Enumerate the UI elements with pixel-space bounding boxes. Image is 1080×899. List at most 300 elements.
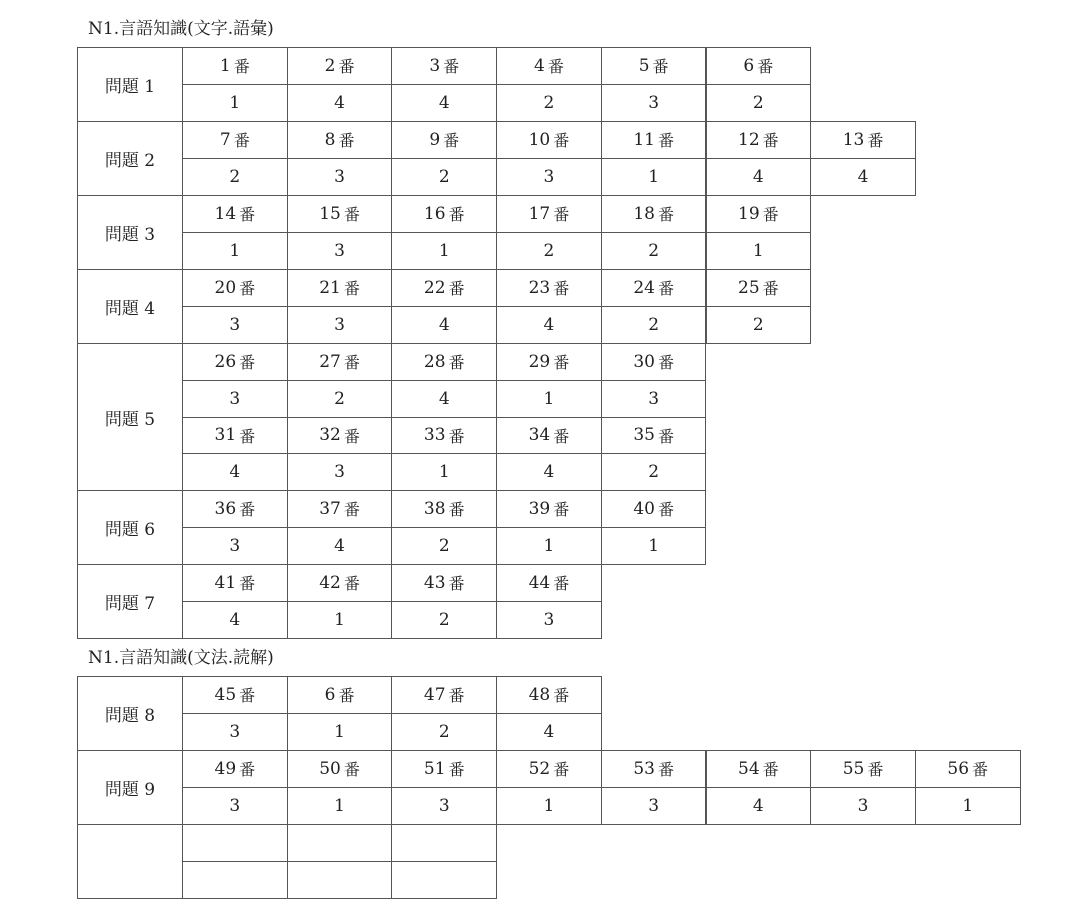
- answer-value: 3: [334, 314, 345, 335]
- item-number-cell: [287, 47, 393, 85]
- answer-cell: [391, 84, 497, 122]
- item-number: 6: [324, 684, 336, 705]
- answer-value: 1: [438, 462, 450, 483]
- answer-value: 1: [962, 795, 974, 816]
- answer-cell: [287, 453, 393, 491]
- answer-value: 3: [229, 721, 241, 742]
- answer-cell: [287, 861, 393, 899]
- answer-value: 1: [648, 535, 660, 556]
- question-label: [77, 269, 183, 344]
- answer-value: 2: [543, 92, 555, 113]
- answer-value: 4: [334, 92, 345, 113]
- item-number-cell: [496, 121, 602, 159]
- answer-value: 4: [438, 92, 450, 113]
- question-label: [77, 750, 183, 825]
- item-number-suffix: 番: [443, 57, 460, 77]
- item-number: 21: [319, 277, 341, 298]
- answer-value: 4: [438, 388, 450, 409]
- item-number-suffix: 番: [448, 205, 465, 225]
- item-number-suffix: 番: [239, 205, 256, 225]
- item-number-suffix: 番: [338, 57, 355, 77]
- answer-value: 1: [334, 721, 345, 742]
- item-number-cell: [287, 676, 393, 714]
- answer-value: 1: [648, 166, 660, 187]
- answer-cell: [391, 453, 497, 491]
- item-number-suffix: 番: [657, 279, 674, 299]
- item-number: 31: [214, 425, 237, 446]
- item-number-cell: [915, 750, 1021, 788]
- item-number: 53: [633, 758, 655, 779]
- answer-cell: [182, 861, 288, 899]
- answer-cell: [496, 713, 602, 751]
- item-number-cell: [496, 47, 602, 85]
- item-number-cell: [601, 269, 707, 307]
- item-number-suffix: 番: [239, 353, 256, 373]
- item-number: 56: [947, 758, 970, 779]
- item-number: 25: [738, 277, 760, 298]
- answer-cell: [391, 787, 497, 825]
- answer-cell: [391, 232, 497, 270]
- item-number-cell: [182, 121, 288, 159]
- item-number: 34: [528, 425, 551, 446]
- item-number-cell: [287, 195, 393, 233]
- item-number: 20: [214, 277, 237, 298]
- item-number-suffix: 番: [553, 205, 570, 225]
- answer-value: 3: [543, 609, 555, 630]
- item-number: 41: [214, 572, 237, 593]
- item-number-cell: [182, 750, 288, 788]
- item-number: 7: [219, 129, 231, 150]
- item-number-suffix: 番: [239, 686, 256, 706]
- answer-cell: [810, 787, 916, 825]
- answer-cell: [287, 601, 393, 639]
- item-number: 28: [423, 351, 446, 372]
- answer-value: 2: [648, 240, 660, 261]
- question-label-text: 問題 6: [104, 519, 156, 540]
- answer-cell: [601, 84, 707, 122]
- item-number: 40: [633, 498, 655, 519]
- item-number-cell: [601, 47, 707, 85]
- answer-cell: [182, 713, 288, 751]
- item-number-cell: [706, 195, 812, 233]
- answer-cell: [287, 527, 393, 565]
- item-number: 4: [534, 55, 545, 76]
- item-number-cell: [391, 269, 497, 307]
- item-number-cell: [496, 750, 602, 788]
- item-number-suffix: 番: [239, 760, 256, 780]
- item-number-cell: [391, 490, 497, 528]
- item-number: 30: [633, 351, 655, 372]
- item-number: 22: [423, 277, 446, 298]
- item-number-cell: [601, 195, 707, 233]
- question-label-text: 問題 4: [104, 298, 156, 319]
- answer-cell: [182, 158, 288, 196]
- answer-value: 2: [438, 721, 450, 742]
- item-number-suffix: 番: [448, 426, 465, 446]
- answer-value: 2: [648, 462, 660, 483]
- item-number-suffix: 番: [762, 760, 779, 780]
- item-number-suffix: 番: [547, 57, 564, 77]
- item-number-cell: [496, 195, 602, 233]
- item-number: 1: [219, 55, 231, 76]
- answer-value: 1: [229, 240, 241, 261]
- item-number-cell: [391, 564, 497, 602]
- item-number: 38: [423, 498, 446, 519]
- answer-cell: [496, 527, 602, 565]
- answer-value: 2: [334, 388, 345, 409]
- answer-value: 4: [229, 462, 241, 483]
- question-label-text: 問題 7: [104, 593, 156, 614]
- answer-cell: [601, 158, 707, 196]
- answer-value: 2: [438, 166, 450, 187]
- answer-cell: [182, 787, 288, 825]
- item-number-suffix: 番: [338, 686, 355, 706]
- item-number-cell: [496, 564, 602, 602]
- item-number-suffix: 番: [239, 426, 256, 446]
- answer-cell: [182, 306, 288, 344]
- answer-cell: [706, 232, 812, 270]
- item-number-suffix: 番: [448, 353, 465, 373]
- item-number: 11: [633, 129, 655, 150]
- item-number-cell: [287, 564, 393, 602]
- item-number: 54: [738, 758, 760, 779]
- item-number-cell: [182, 564, 288, 602]
- item-number-cell: [391, 195, 497, 233]
- answer-cell: [287, 380, 393, 418]
- answer-cell: [496, 158, 602, 196]
- item-number-cell: [601, 121, 707, 159]
- item-number: 43: [423, 572, 446, 593]
- item-number-suffix: 番: [443, 131, 460, 151]
- answer-cell: [391, 713, 497, 751]
- answer-value: 3: [334, 240, 345, 261]
- item-number-suffix: 番: [553, 500, 570, 520]
- answer-cell: [810, 158, 916, 196]
- answer-cell: [287, 713, 393, 751]
- item-number-suffix: 番: [239, 574, 256, 594]
- item-number-suffix: 番: [657, 760, 674, 780]
- question-label-text: 問題 9: [104, 779, 156, 800]
- item-number-suffix: 番: [657, 205, 674, 225]
- item-number: 45: [214, 684, 237, 705]
- answer-value: 1: [543, 388, 555, 409]
- answer-cell: [287, 84, 393, 122]
- answer-value: 4: [857, 166, 869, 187]
- answer-cell: [391, 380, 497, 418]
- answer-cell: [182, 453, 288, 491]
- item-number-cell: [391, 750, 497, 788]
- answer-cell: [601, 380, 707, 418]
- item-number-suffix: 番: [343, 574, 360, 594]
- item-number: 55: [842, 758, 865, 779]
- answer-value: 4: [438, 314, 450, 335]
- question-label: [77, 490, 183, 565]
- item-number: 50: [319, 758, 341, 779]
- item-number: 13: [842, 129, 865, 150]
- item-number-suffix: 番: [553, 426, 570, 446]
- question-label: [77, 47, 183, 122]
- item-number-cell: [706, 750, 812, 788]
- item-number: 51: [423, 758, 446, 779]
- item-number: 44: [528, 572, 551, 593]
- item-number-cell: [182, 490, 288, 528]
- answer-cell: [601, 787, 707, 825]
- item-number-suffix: 番: [448, 574, 465, 594]
- item-number: 32: [319, 425, 341, 446]
- item-number: 52: [528, 758, 551, 779]
- item-number-suffix: 番: [448, 686, 465, 706]
- item-number-suffix: 番: [652, 57, 669, 77]
- item-number: 39: [528, 498, 551, 519]
- answer-value: 4: [334, 535, 345, 556]
- question-label: [77, 195, 183, 270]
- item-number: 33: [423, 425, 446, 446]
- answer-cell: [182, 380, 288, 418]
- item-number-cell: [706, 47, 812, 85]
- section-title-vocabulary: N1.言語知識(文字.語彙): [88, 19, 274, 39]
- item-number-cell: [496, 417, 602, 455]
- item-number: 48: [528, 684, 551, 705]
- item-number-suffix: 番: [762, 205, 779, 225]
- answer-value: 1: [334, 795, 345, 816]
- item-number-cell: [496, 676, 602, 714]
- item-number-suffix: 番: [343, 353, 360, 373]
- answer-value: 1: [334, 609, 345, 630]
- item-number-suffix: 番: [343, 760, 360, 780]
- item-number-cell: [391, 676, 497, 714]
- item-number: 42: [319, 572, 341, 593]
- answer-cell: [182, 527, 288, 565]
- item-number-cell: [182, 417, 288, 455]
- answer-cell: [182, 84, 288, 122]
- answer-value: 3: [229, 314, 241, 335]
- item-number-suffix: 番: [762, 279, 779, 299]
- answer-value: 3: [857, 795, 869, 816]
- answer-cell: [391, 861, 497, 899]
- answer-value: 3: [648, 795, 660, 816]
- item-number: 37: [319, 498, 341, 519]
- answer-value: 4: [543, 721, 555, 742]
- answer-cell: [182, 232, 288, 270]
- item-number: 10: [528, 129, 551, 150]
- answer-cell: [496, 787, 602, 825]
- item-number-cell: [391, 417, 497, 455]
- item-number-suffix: 番: [553, 279, 570, 299]
- item-number-cell: [287, 417, 393, 455]
- item-number-suffix: 番: [657, 500, 674, 520]
- item-number-cell: [287, 343, 393, 381]
- item-number: 29: [528, 351, 551, 372]
- item-number-suffix: 番: [553, 760, 570, 780]
- item-number-cell: [182, 343, 288, 381]
- item-number: 8: [324, 129, 336, 150]
- item-number-suffix: 番: [553, 574, 570, 594]
- question-label: [77, 343, 183, 491]
- item-number-cell: [391, 47, 497, 85]
- answer-cell: [287, 306, 393, 344]
- answer-cell: [496, 84, 602, 122]
- answer-cell: [601, 453, 707, 491]
- answer-value: 1: [752, 240, 764, 261]
- item-number: 14: [214, 203, 237, 224]
- item-number: 18: [633, 203, 655, 224]
- item-number: 3: [429, 55, 441, 76]
- question-label: [77, 676, 183, 751]
- item-number: 12: [738, 129, 760, 150]
- item-number-suffix: 番: [343, 279, 360, 299]
- item-number-suffix: 番: [972, 760, 989, 780]
- item-number-suffix: 番: [448, 279, 465, 299]
- answer-value: 3: [334, 462, 345, 483]
- item-number: 49: [214, 758, 237, 779]
- answer-value: 3: [229, 795, 241, 816]
- item-number: 47: [423, 684, 446, 705]
- item-number-suffix: 番: [657, 353, 674, 373]
- item-number-cell: [182, 47, 288, 85]
- answer-value: 4: [229, 609, 241, 630]
- item-number-cell: [287, 750, 393, 788]
- answer-cell: [496, 380, 602, 418]
- answer-cell: [706, 84, 812, 122]
- answer-value: 3: [648, 92, 660, 113]
- question-label-text: 問題 3: [104, 224, 156, 245]
- answer-cell: [706, 787, 812, 825]
- item-number: 9: [429, 129, 441, 150]
- item-number-suffix: 番: [343, 205, 360, 225]
- item-number-suffix: 番: [448, 760, 465, 780]
- item-number-cell: [182, 676, 288, 714]
- answer-cell: [287, 787, 393, 825]
- item-number-cell: [391, 121, 497, 159]
- item-number-cell: [287, 490, 393, 528]
- item-number-suffix: 番: [448, 500, 465, 520]
- item-number-suffix: 番: [762, 131, 779, 151]
- answer-value: 3: [229, 388, 241, 409]
- item-number-suffix: 番: [233, 131, 250, 151]
- item-number-cell: [391, 824, 497, 862]
- item-number-cell: [706, 269, 812, 307]
- item-number: 27: [319, 351, 341, 372]
- item-number: 24: [633, 277, 655, 298]
- item-number: 23: [528, 277, 551, 298]
- item-number-cell: [601, 343, 707, 381]
- answer-cell: [601, 306, 707, 344]
- answer-value: 2: [438, 609, 450, 630]
- item-number-suffix: 番: [553, 686, 570, 706]
- answer-value: 2: [438, 535, 450, 556]
- answer-value: 4: [543, 462, 555, 483]
- answer-cell: [391, 601, 497, 639]
- answer-cell: [601, 232, 707, 270]
- item-number-suffix: 番: [657, 426, 674, 446]
- answer-cell: [391, 306, 497, 344]
- answer-value: 3: [334, 166, 345, 187]
- item-number: 35: [633, 425, 655, 446]
- item-number-cell: [287, 824, 393, 862]
- item-number: 5: [638, 55, 650, 76]
- question-label: [77, 824, 183, 899]
- item-number-suffix: 番: [553, 353, 570, 373]
- question-label: [77, 121, 183, 196]
- item-number-cell: [182, 269, 288, 307]
- section-title-grammar: N1.言語知識(文法.読解): [88, 648, 274, 668]
- item-number: 16: [423, 203, 446, 224]
- item-number-suffix: 番: [343, 426, 360, 446]
- answer-cell: [182, 601, 288, 639]
- answer-value: 1: [438, 240, 450, 261]
- question-label-text: 問題 5: [104, 409, 156, 430]
- answer-cell: [391, 158, 497, 196]
- answer-value: 2: [648, 314, 660, 335]
- answer-value: 1: [543, 535, 555, 556]
- item-number-suffix: 番: [233, 57, 250, 77]
- item-number-cell: [287, 121, 393, 159]
- item-number-cell: [706, 121, 812, 159]
- item-number-suffix: 番: [553, 131, 570, 151]
- item-number-cell: [601, 417, 707, 455]
- item-number-suffix: 番: [239, 279, 256, 299]
- answer-value: 2: [752, 92, 764, 113]
- item-number-cell: [496, 269, 602, 307]
- answer-cell: [496, 601, 602, 639]
- item-number-suffix: 番: [757, 57, 774, 77]
- answer-value: 4: [752, 166, 764, 187]
- answer-value: 4: [543, 314, 555, 335]
- item-number-cell: [182, 824, 288, 862]
- item-number: 6: [743, 55, 755, 76]
- answer-value: 3: [438, 795, 450, 816]
- answer-cell: [287, 158, 393, 196]
- item-number: 15: [319, 203, 341, 224]
- item-number-cell: [601, 490, 707, 528]
- item-number-cell: [287, 269, 393, 307]
- item-number-cell: [496, 490, 602, 528]
- item-number-cell: [391, 343, 497, 381]
- item-number-cell: [601, 750, 707, 788]
- item-number: 26: [214, 351, 237, 372]
- answer-value: 3: [229, 535, 241, 556]
- answer-cell: [287, 232, 393, 270]
- answer-cell: [601, 527, 707, 565]
- question-label-text: 問題 2: [104, 150, 156, 171]
- question-label-text: 問題 8: [104, 705, 156, 726]
- question-label-text: 問題 1: [104, 76, 156, 97]
- answer-cell: [496, 453, 602, 491]
- answer-value: 4: [752, 795, 764, 816]
- answer-value: 3: [543, 166, 555, 187]
- item-number: 19: [738, 203, 760, 224]
- answer-cell: [496, 232, 602, 270]
- item-number-suffix: 番: [338, 131, 355, 151]
- item-number-cell: [496, 343, 602, 381]
- item-number-cell: [182, 195, 288, 233]
- item-number-suffix: 番: [867, 760, 884, 780]
- answer-value: 2: [229, 166, 241, 187]
- item-number: 17: [528, 203, 551, 224]
- question-label: [77, 564, 183, 639]
- answer-value: 1: [543, 795, 555, 816]
- answer-value: 3: [648, 388, 660, 409]
- answer-cell: [496, 306, 602, 344]
- answer-value: 2: [543, 240, 555, 261]
- item-number: 2: [324, 55, 336, 76]
- answer-value: 2: [752, 314, 764, 335]
- answer-cell: [391, 527, 497, 565]
- item-number-suffix: 番: [867, 131, 884, 151]
- answer-cell: [706, 306, 812, 344]
- item-number-suffix: 番: [657, 131, 674, 151]
- item-number-cell: [810, 121, 916, 159]
